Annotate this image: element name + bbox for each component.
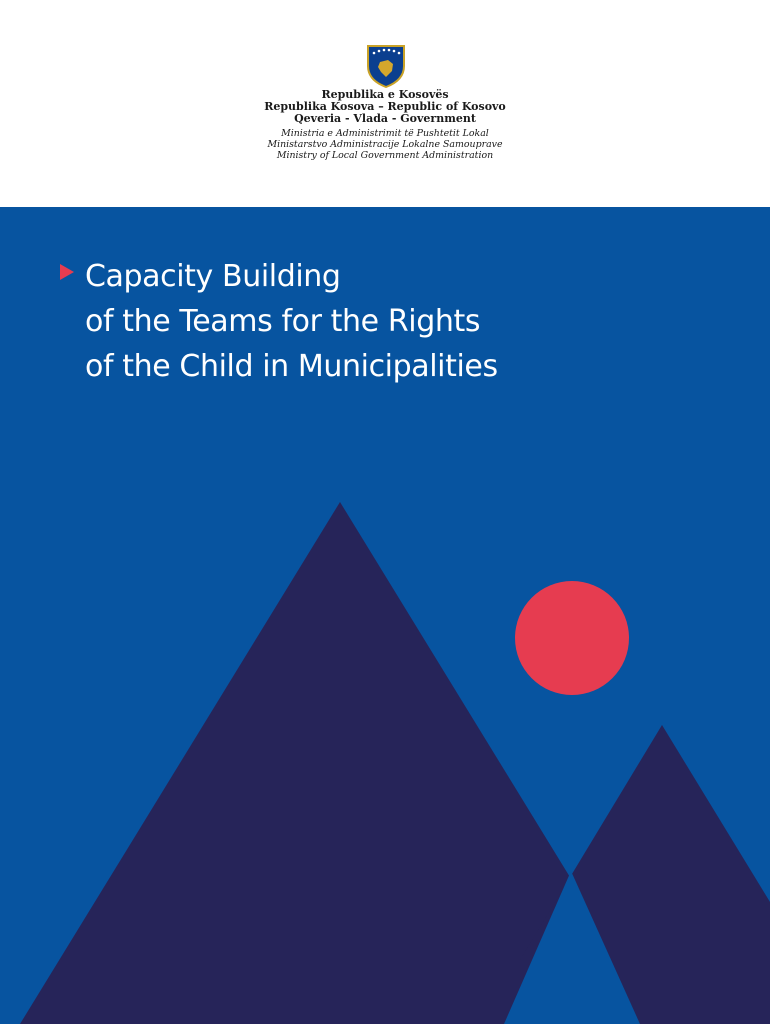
ministry-name-line: Ministry of Local Government Administration	[276, 150, 494, 161]
gov-name-line: Qeveria - Vlada - Government	[294, 112, 476, 125]
gov-name-line: Republika Kosova – Republic of Kosovo	[264, 100, 506, 113]
ministry-name-line: Ministarstvo Administracije Lokalne Samouprave	[267, 139, 503, 150]
title-line: of the Teams for the Rights	[85, 304, 481, 339]
title-line: of the Child in Municipalities	[85, 349, 498, 384]
play-arrow-icon	[60, 264, 74, 280]
document-title	[85, 254, 498, 389]
title-line: Capacity Building	[85, 259, 341, 294]
gov-name-line: Republika e Kosovës	[321, 88, 449, 101]
ministry-name-line: Ministria e Administrimit të Pushtetit Lokal	[281, 128, 489, 139]
sun-circle	[515, 581, 629, 695]
